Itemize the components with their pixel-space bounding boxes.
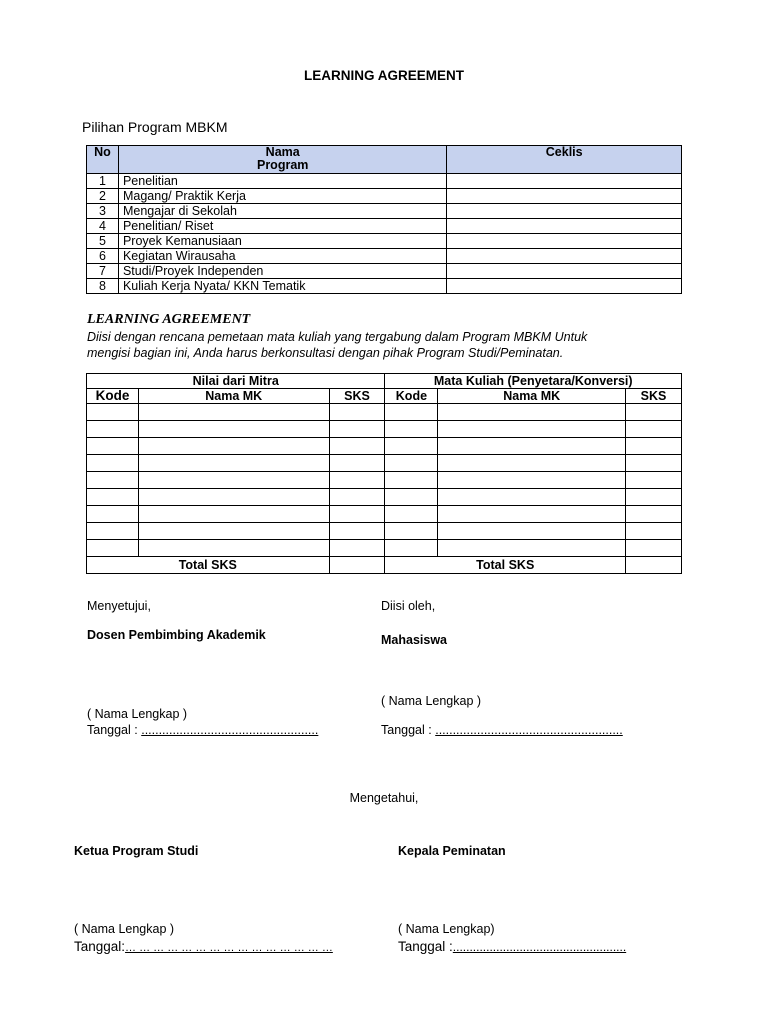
cell[interactable] — [329, 506, 385, 523]
col-no-header: No — [87, 146, 119, 174]
head-program-full-name: ( Nama Lengkap ) — [74, 922, 175, 936]
cell[interactable] — [438, 438, 626, 455]
table-row — [87, 472, 682, 489]
group-header-row — [87, 374, 682, 389]
cell[interactable] — [385, 455, 438, 472]
row-no: 2 — [87, 189, 119, 204]
cell[interactable] — [385, 506, 438, 523]
cell[interactable] — [438, 472, 626, 489]
cell[interactable] — [329, 421, 385, 438]
table-row — [87, 489, 682, 506]
cell[interactable] — [626, 472, 682, 489]
cell[interactable] — [87, 438, 139, 455]
table-row — [87, 421, 682, 438]
cell[interactable] — [87, 489, 139, 506]
student-date-row — [381, 723, 623, 737]
cell[interactable] — [329, 540, 385, 557]
total-sks-value-left[interactable] — [329, 557, 385, 574]
cell[interactable] — [138, 472, 329, 489]
table-row — [87, 438, 682, 455]
table-row — [87, 506, 682, 523]
row-program-name: Penelitian — [118, 174, 446, 189]
advisor-date-label: Tanggal : — [87, 723, 142, 737]
cell[interactable] — [138, 438, 329, 455]
advisor-full-name: ( Nama Lengkap ) — [87, 707, 188, 721]
row-program-name: Mengajar di Sekolah — [118, 204, 446, 219]
row-no: 1 — [87, 174, 119, 189]
row-no: 6 — [87, 249, 119, 264]
cell[interactable] — [438, 540, 626, 557]
cell[interactable] — [138, 421, 329, 438]
course-mapping-table — [86, 373, 682, 574]
cell[interactable] — [385, 523, 438, 540]
acknowledge-label: Mengetahui, — [349, 791, 419, 805]
sks-header-left: SKS — [329, 389, 385, 404]
head-program-title: Ketua Program Studi — [74, 844, 199, 858]
document-title: LEARNING AGREEMENT — [303, 68, 464, 83]
program-table — [86, 145, 682, 294]
cell[interactable] — [438, 404, 626, 421]
head-specialization-date-label: Tanggal : — [398, 939, 453, 954]
table-row — [87, 404, 682, 421]
student-full-name: ( Nama Lengkap ) — [381, 694, 482, 708]
cell[interactable] — [626, 489, 682, 506]
head-program-date-line[interactable]: … … … … … … … … … … … … … … … — [125, 942, 333, 954]
cell[interactable] — [87, 506, 139, 523]
cell[interactable] — [87, 421, 139, 438]
table-row — [87, 264, 682, 279]
description-line-1: Diisi dengan rencana pemetaan mata kuliah yang tergabung dalam Program MBKM Untuk — [87, 330, 588, 344]
table-row — [87, 234, 682, 249]
row-no: 3 — [87, 204, 119, 219]
row-program-name: Studi/Proyek Independen — [118, 264, 446, 279]
cell[interactable] — [329, 489, 385, 506]
head-program-date-row — [74, 939, 333, 954]
total-sks-label-right: Total SKS — [385, 557, 626, 574]
cell[interactable] — [385, 421, 438, 438]
row-program-name: Proyek Kemanusiaan — [118, 234, 446, 249]
head-specialization-title: Kepala Peminatan — [398, 844, 506, 858]
row-checkbox-cell[interactable] — [447, 189, 682, 204]
row-checkbox-cell[interactable] — [447, 264, 682, 279]
row-checkbox-cell[interactable] — [447, 204, 682, 219]
cell[interactable] — [329, 404, 385, 421]
program-table-header — [87, 146, 682, 174]
row-no: 8 — [87, 279, 119, 294]
cell[interactable] — [87, 472, 139, 489]
cell[interactable] — [138, 404, 329, 421]
kode-header-left: Kode — [87, 389, 139, 404]
row-program-name: Kuliah Kerja Nyata/ KKN Tematik — [118, 279, 446, 294]
cell[interactable] — [626, 540, 682, 557]
course-conversion-header: Mata Kuliah (Penyetara/Konversi) — [385, 374, 682, 389]
table-row — [87, 523, 682, 540]
description-line-2: mengisi bagian ini, Anda harus berkonsultasi dengan pihak Program Studi/Peminatan. — [87, 346, 564, 360]
cell[interactable] — [438, 506, 626, 523]
col-check-header: Ceklis — [447, 146, 682, 174]
col-name-header-line1: Nama — [265, 145, 300, 159]
cell[interactable] — [385, 489, 438, 506]
advisor-date-row — [87, 723, 318, 737]
cell[interactable] — [329, 455, 385, 472]
table-row — [87, 204, 682, 219]
row-program-name: Magang/ Praktik Kerja — [118, 189, 446, 204]
table-row — [87, 279, 682, 294]
cell[interactable] — [138, 506, 329, 523]
cell[interactable] — [138, 455, 329, 472]
row-checkbox-cell[interactable] — [447, 219, 682, 234]
approve-label: Menyetujui, — [87, 599, 151, 613]
row-checkbox-cell[interactable] — [447, 234, 682, 249]
cell[interactable] — [626, 404, 682, 421]
nama-mk-header-right: Nama MK — [438, 389, 626, 404]
head-program-date-label: Tanggal: — [74, 939, 126, 954]
partner-grade-header: Nilai dari Mitra — [87, 374, 385, 389]
cell[interactable] — [385, 438, 438, 455]
kode-header-right: Kode — [385, 389, 438, 404]
student-date-line[interactable]: ...................................................... — [435, 723, 623, 737]
cell[interactable] — [438, 421, 626, 438]
total-sks-value-right[interactable] — [626, 557, 682, 574]
cell[interactable] — [438, 523, 626, 540]
total-row — [87, 557, 682, 574]
cell[interactable] — [385, 540, 438, 557]
cell[interactable] — [385, 404, 438, 421]
row-checkbox-cell[interactable] — [447, 249, 682, 264]
row-program-name: Kegiatan Wirausaha — [118, 249, 446, 264]
program-section-heading: Pilihan Program MBKM — [82, 119, 228, 135]
cell[interactable] — [329, 472, 385, 489]
filled-by-label: Diisi oleh, — [381, 599, 436, 613]
cell[interactable] — [385, 472, 438, 489]
table-row — [87, 455, 682, 472]
student-date-label: Tanggal : — [381, 723, 436, 737]
cell[interactable] — [626, 438, 682, 455]
table-row — [87, 189, 682, 204]
row-no: 7 — [87, 264, 119, 279]
learning-agreement-heading: LEARNING AGREEMENT — [87, 312, 251, 327]
row-checkbox-cell[interactable] — [447, 279, 682, 294]
advisor-date-line[interactable]: ................................................... — [141, 723, 319, 737]
head-specialization-date-line[interactable]: .................................................... — [452, 940, 627, 954]
cell[interactable] — [87, 540, 139, 557]
cell[interactable] — [138, 540, 329, 557]
cell[interactable] — [87, 523, 139, 540]
advisor-title: Dosen Pembimbing Akademik — [87, 628, 266, 642]
cell[interactable] — [626, 506, 682, 523]
cell[interactable] — [626, 523, 682, 540]
cell[interactable] — [138, 489, 329, 506]
nama-mk-header-left: Nama MK — [138, 389, 329, 404]
student-title: Mahasiswa — [381, 633, 448, 647]
cell[interactable] — [626, 455, 682, 472]
col-name-header — [118, 146, 446, 174]
cell[interactable] — [438, 489, 626, 506]
sks-header-right: SKS — [626, 389, 682, 404]
row-no: 4 — [87, 219, 119, 234]
table-row — [87, 249, 682, 264]
total-sks-label-left: Total SKS — [87, 557, 330, 574]
row-no: 5 — [87, 234, 119, 249]
table-row — [87, 540, 682, 557]
cell[interactable] — [626, 421, 682, 438]
head-specialization-date-row — [398, 939, 626, 954]
cell[interactable] — [329, 523, 385, 540]
cell[interactable] — [438, 455, 626, 472]
cell[interactable] — [87, 455, 139, 472]
head-specialization-full-name: ( Nama Lengkap) — [398, 922, 495, 936]
table-row — [87, 174, 682, 189]
row-program-name: Penelitian/ Riset — [118, 219, 446, 234]
row-checkbox-cell[interactable] — [447, 174, 682, 189]
learning-agreement-description — [87, 329, 687, 361]
cell[interactable] — [87, 404, 139, 421]
col-name-header-line2: Program — [256, 158, 309, 172]
cell[interactable] — [329, 438, 385, 455]
table-row — [87, 219, 682, 234]
cell[interactable] — [138, 523, 329, 540]
column-header-row — [87, 389, 682, 404]
